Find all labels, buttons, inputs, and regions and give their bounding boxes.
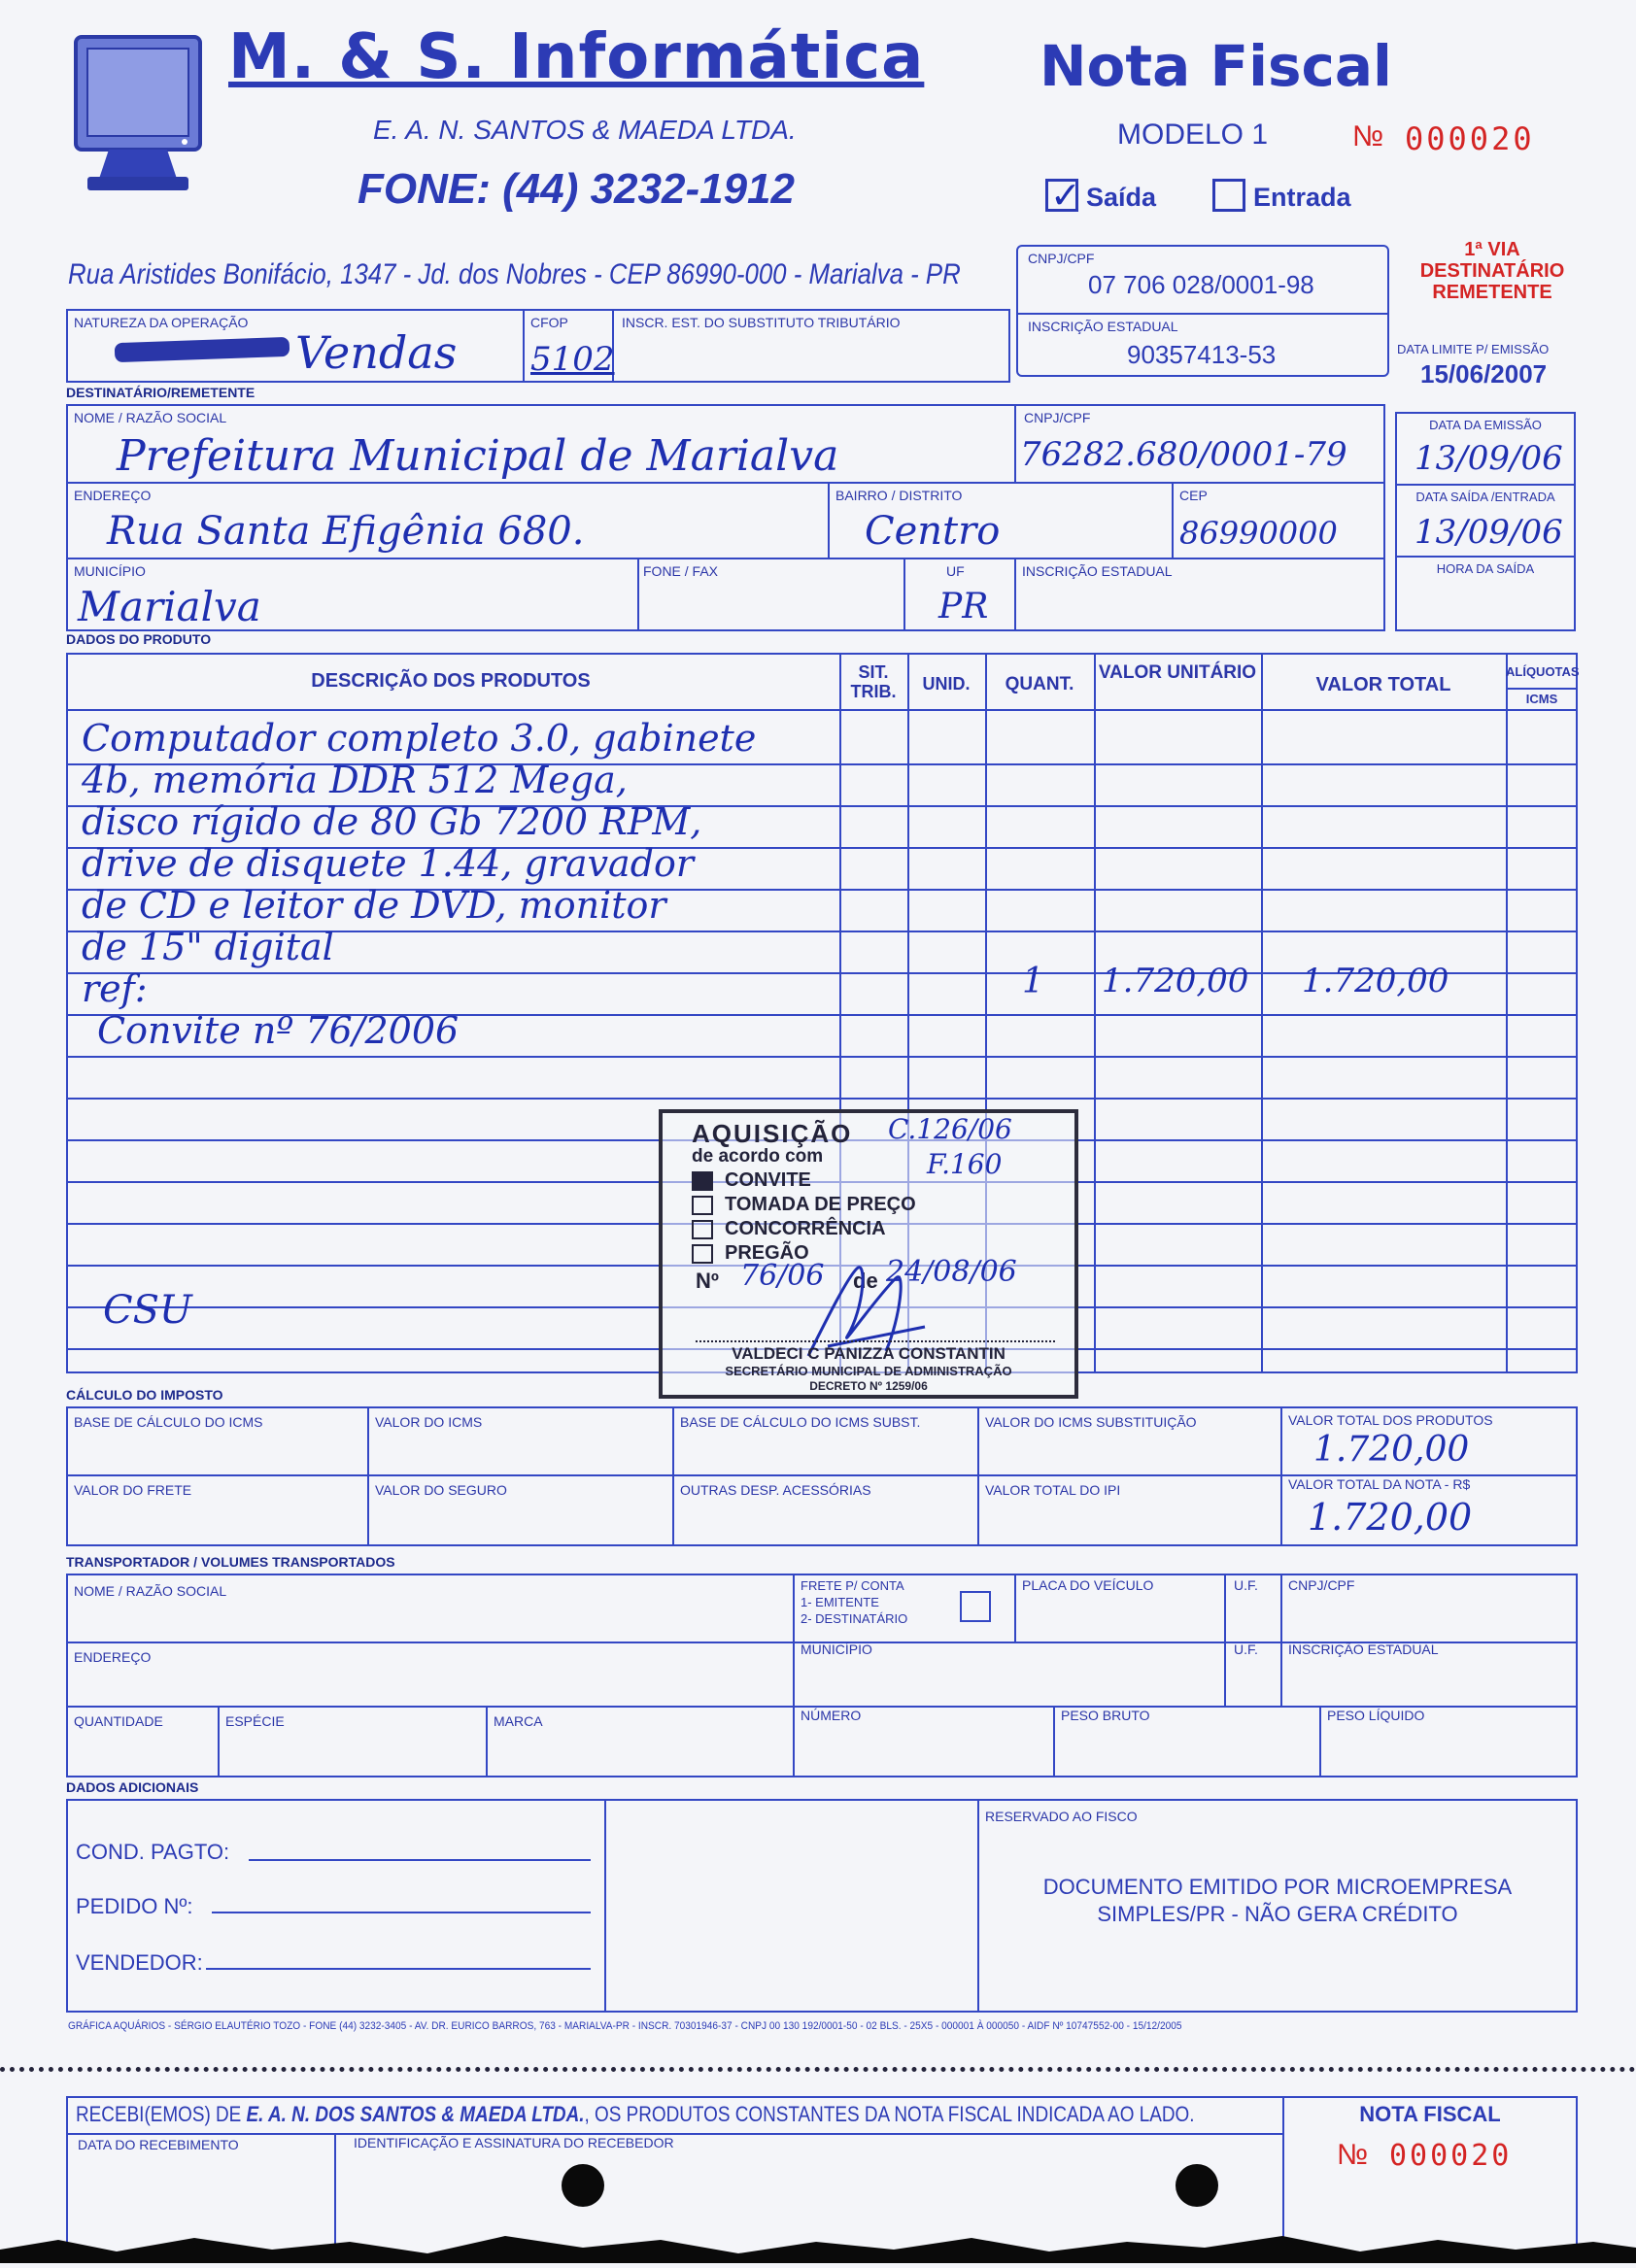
- recipient-address-label: ENDEREÇO: [74, 488, 152, 503]
- check-mark-icon: ✓: [1050, 176, 1081, 217]
- stamp-subtitle: de acordo com: [692, 1146, 824, 1167]
- via-line-3: REMETENTE: [1432, 282, 1552, 303]
- punch-hole: [562, 2164, 604, 2207]
- stamp-option-checkbox: [692, 1171, 713, 1191]
- icms-header-rule: [1506, 688, 1578, 690]
- number-symbol: №: [1352, 120, 1384, 152]
- extra-note: CSU: [103, 1288, 192, 1333]
- col-unit: UNID.: [922, 674, 971, 694]
- product-line: drive de disquete 1.44, gravador: [82, 842, 695, 885]
- tax-base-icms: BASE DE CÁLCULO DO ICMS: [74, 1414, 263, 1430]
- product-line: disco rígido de 80 Gb 7200 RPM,: [82, 800, 702, 843]
- product-line: ref:: [82, 967, 148, 1010]
- receipt-nf-label: NOTA FISCAL: [1359, 2102, 1501, 2126]
- product-unit-value: 1.720,00: [1102, 962, 1249, 1000]
- transport-quantity: QUANTIDADE: [74, 1713, 163, 1729]
- receipt-text-prefix: RECEBI(EMOS) DE: [76, 2102, 247, 2126]
- recipient-address: Rua Santa Efigênia 680.: [107, 509, 585, 554]
- seller-label: VENDEDOR:: [76, 1950, 203, 1975]
- recipient-district: Centro: [865, 509, 1001, 554]
- doc-title: Nota Fiscal: [1040, 33, 1392, 99]
- recipient-cnpj-label: CNPJ/CPF: [1024, 410, 1091, 425]
- recipient-uf-label: UF: [946, 563, 965, 579]
- recipient-uf: PR: [938, 587, 989, 626]
- notice-line-1: DOCUMENTO EMITIDO POR MICROEMPRESA: [1042, 1875, 1513, 1899]
- recipient-cnpj: 76282.680/0001-79: [1020, 435, 1347, 474]
- stamp-number-prefix: Nº: [696, 1269, 719, 1293]
- stamp-date-prefix: de: [853, 1269, 878, 1293]
- recipient-cep: 86990000: [1179, 515, 1338, 552]
- tax-icms-subst: VALOR DO ICMS SUBSTITUIÇÃO: [985, 1414, 1197, 1430]
- stamp-option-checkbox: [692, 1220, 713, 1239]
- product-row-rule: [66, 1056, 1578, 1058]
- stamp-option-label: TOMADA DE PREÇO: [725, 1194, 916, 1215]
- tax-total-note-label: VALOR TOTAL DA NOTA - R$: [1288, 1476, 1471, 1492]
- torn-edge: [0, 2230, 1636, 2263]
- punch-hole: [1176, 2164, 1218, 2207]
- tax-freight: VALOR DO FRETE: [74, 1482, 192, 1498]
- stamp-hand-note-2: F.160: [927, 1148, 1003, 1180]
- product-line: de CD e leitor de DVD, monitor: [82, 884, 666, 927]
- freight-line-2: 1- EMITENTE: [801, 1595, 879, 1609]
- payment-label: COND. PAGTO:: [76, 1840, 230, 1864]
- stamp-option: [692, 1194, 916, 1216]
- recipient-cep-label: CEP: [1179, 488, 1208, 503]
- recipient-city-label: MUNICÍPIO: [74, 563, 146, 579]
- tax-other: OUTRAS DESP. ACESSÓRIAS: [680, 1482, 871, 1498]
- entrada-checkbox[interactable]: [1212, 179, 1245, 212]
- receipt-text-suffix: , OS PRODUTOS CONSTANTES DA NOTA FISCAL INDICADA AO LADO.: [584, 2102, 1195, 2126]
- stamp-role: SECRETÁRIO MUNICIPAL DE ADMINISTRAÇÃO: [725, 1364, 1012, 1378]
- stamp-option-label: CONVITE: [725, 1169, 811, 1191]
- nature-label: NATUREZA DA OPERAÇÃO: [74, 315, 249, 330]
- stamp-title: AQUISIÇÃO: [692, 1119, 853, 1148]
- recipient-name-label: NOME / RAZÃO SOCIAL: [74, 410, 227, 425]
- product-row-rule: [66, 1098, 1578, 1100]
- freight-line-3: 2- DESTINATÁRIO: [801, 1611, 908, 1626]
- additional-section-label: DADOS ADICIONAIS: [66, 1779, 199, 1795]
- transport-city: MUNICÍPIO: [801, 1642, 872, 1657]
- receipt-text: [76, 2102, 1194, 2127]
- issuer-cnpj: 07 706 028/0001-98: [1088, 270, 1314, 299]
- acquisition-stamp: [659, 1109, 1078, 1399]
- transport-uf: U.F.: [1234, 1577, 1258, 1593]
- stamp-option-checkbox: [692, 1244, 713, 1264]
- stamp-option: [692, 1218, 886, 1240]
- recipient-phone-label: FONE / FAX: [643, 563, 719, 579]
- via-line-2: DESTINATÁRIO: [1419, 260, 1565, 282]
- cfop-label: CFOP: [530, 315, 568, 330]
- receipt-number-symbol: №: [1337, 2139, 1369, 2171]
- entrada-label: Entrada: [1253, 183, 1351, 212]
- product-header-rule: [66, 709, 1578, 711]
- transport-section-label: TRANSPORTADOR / VOLUMES TRANSPORTADOS: [66, 1554, 395, 1570]
- transport-net: PESO LÍQUIDO: [1327, 1708, 1425, 1723]
- legal-name: E. A. N. SANTOS & MAEDA LTDA.: [373, 115, 797, 145]
- product-line: de 15" digital: [82, 926, 334, 968]
- issuer-cnpj-label: CNPJ/CPF: [1028, 251, 1095, 266]
- transport-address: ENDEREÇO: [74, 1649, 152, 1665]
- col-description: DESCRIÇÃO DOS PRODUTOS: [311, 670, 591, 692]
- stamp-option-label: PREGÃO: [725, 1242, 809, 1264]
- receipt-company: E. A. N. DOS SANTOS & MAEDA LTDA.: [246, 2102, 585, 2126]
- product-qty: 1: [1022, 962, 1044, 1001]
- transport-ie: INSCRIÇÃO ESTADUAL: [1288, 1642, 1439, 1657]
- tax-total-note: 1.720,00: [1308, 1496, 1473, 1539]
- stamp-person: VALDECI C PANIZZA CONSTANTIN: [732, 1344, 1005, 1363]
- receipt-number: 000020: [1389, 2139, 1513, 2173]
- stamp-hand-note-1: C.126/06: [888, 1113, 1012, 1145]
- freight-line-1: FRETE P/ CONTA: [801, 1578, 904, 1593]
- emission-date-label: DATA DA EMISSÃO: [1429, 418, 1542, 432]
- printer-line: GRÁFICA AQUÁRIOS - SÉRGIO ELAUTÉRIO TOZO - FONE (44) 3232-3405 - AV. DR. EURICO BARROS, 763 - MARIALVA-PR - INSCR. 70301946-37 - CNPJ 00 130 192/0001-50 - 02 BLS. - 25X5 - 000001 À 000050 - AIDF Nº 10747552-00 - 15/12/2005: [68, 2020, 1182, 2032]
- recipient-district-label: BAIRRO / DISTRITO: [835, 488, 963, 503]
- col-qty: QUANT.: [1005, 674, 1074, 694]
- col-unit-value: VALOR UNITÁRIO: [1098, 662, 1257, 683]
- col-total: VALOR TOTAL: [1315, 674, 1451, 695]
- recipient-section-label: DESTINATÁRIO/REMETENTE: [66, 385, 256, 400]
- notice-line-2: SIMPLES/PR - NÃO GERA CRÉDITO: [1097, 1902, 1458, 1926]
- transport-brand: MARCA: [494, 1713, 543, 1729]
- product-total: 1.720,00: [1302, 962, 1449, 1000]
- tax-base-subst: BASE DE CÁLCULO DO ICMS SUBST.: [680, 1414, 921, 1430]
- tax-section-label: CÁLCULO DO IMPOSTO: [66, 1387, 223, 1403]
- tax-icms-value: VALOR DO ICMS: [375, 1414, 483, 1430]
- stamp-date: 24/08/06: [886, 1255, 1017, 1289]
- freight-checkbox[interactable]: [960, 1591, 991, 1622]
- stamp-option-checkbox: [692, 1196, 713, 1215]
- stamp-option: [692, 1169, 811, 1192]
- nature-value: Vendas: [295, 326, 458, 379]
- tax-insurance: VALOR DO SEGURO: [375, 1482, 507, 1498]
- transport-species: ESPÉCIE: [225, 1713, 285, 1729]
- transport-freight: [801, 1577, 907, 1627]
- company-address: Rua Aristides Bonifácio, 1347 - Jd. dos Nobres - CEP 86990-000 - Marialva - PR: [68, 258, 961, 290]
- company-name: M. & S. Informática: [228, 21, 925, 93]
- via-line-1: 1ª VIA: [1464, 239, 1520, 260]
- issuer-ie-label: INSCRIÇÃO ESTADUAL: [1028, 319, 1178, 334]
- stamp-option-label: CONCORRÊNCIA: [725, 1218, 886, 1239]
- monitor-logo-icon: [70, 33, 206, 198]
- receipt-sign-label: IDENTIFICAÇÃO E ASSINATURA DO RECEBEDOR: [354, 2135, 674, 2150]
- recipient-ie-label: INSCRIÇÃO ESTADUAL: [1022, 563, 1173, 579]
- saida-checkbox[interactable]: [1045, 176, 1081, 217]
- recipient-city: Marialva: [78, 583, 261, 630]
- company-phone: FONE: (44) 3232-1912: [358, 165, 795, 213]
- product-line: Convite nº 76/2006: [97, 1009, 460, 1052]
- model-label: MODELO 1: [1117, 118, 1269, 151]
- exit-date: 13/09/06: [1414, 513, 1563, 552]
- transport-name: NOME / RAZÃO SOCIAL: [74, 1583, 227, 1599]
- exit-date-label: DATA SAÍDA /ENTRADA: [1415, 490, 1555, 504]
- transport-number: NÚMERO: [801, 1708, 862, 1723]
- tax-total-products-label: VALOR TOTAL DOS PRODUTOS: [1288, 1412, 1493, 1428]
- tax-ipi: VALOR TOTAL DO IPI: [985, 1482, 1121, 1498]
- saida-label: Saída: [1086, 183, 1157, 212]
- stamp-number: 76/06: [740, 1259, 825, 1293]
- limit-date: 15/06/2007: [1420, 359, 1548, 389]
- products-section-label: DADOS DO PRODUTO: [66, 631, 212, 647]
- col-icms: ICMS: [1525, 692, 1558, 706]
- doc-number: 000020: [1405, 120, 1535, 157]
- receipt-date-label: DATA DO RECEBIMENTO: [78, 2137, 239, 2152]
- transport-uf-2: U.F.: [1234, 1642, 1258, 1657]
- cfop-value: 5102: [530, 340, 615, 379]
- order-label: PEDIDO Nº:: [76, 1894, 193, 1918]
- reserved-label: RESERVADO AO FISCO: [985, 1809, 1138, 1824]
- emission-date: 13/09/06: [1414, 439, 1563, 478]
- tax-total-products: 1.720,00: [1313, 1430, 1470, 1470]
- transport-gross: PESO BRUTO: [1061, 1708, 1150, 1723]
- product-line: 4b, memória DDR 512 Mega,: [82, 759, 628, 801]
- limit-date-label: DATA LIMITE P/ EMISSÃO: [1397, 342, 1550, 356]
- product-line: Computador completo 3.0, gabinete: [82, 717, 757, 760]
- col-aliq: ALÍQUOTAS: [1506, 664, 1580, 679]
- issuer-ie: 90357413-53: [1127, 340, 1277, 369]
- perforation-line: [0, 2067, 1636, 2072]
- stamp-decree: DECRETO Nº 1259/06: [809, 1379, 928, 1393]
- time-label: HORA DA SAÍDA: [1436, 561, 1535, 576]
- via-info: [1395, 239, 1589, 303]
- transport-plate: PLACA DO VEÍCULO: [1022, 1577, 1154, 1593]
- recipient-name: Prefeitura Municipal de Marialva: [117, 431, 839, 481]
- col-sit: SIT. TRIB.: [850, 662, 897, 701]
- transport-cnpj: CNPJ/CPF: [1288, 1577, 1355, 1593]
- ie-subst-label: INSCR. EST. DO SUBSTITUTO TRIBUTÁRIO: [622, 315, 901, 330]
